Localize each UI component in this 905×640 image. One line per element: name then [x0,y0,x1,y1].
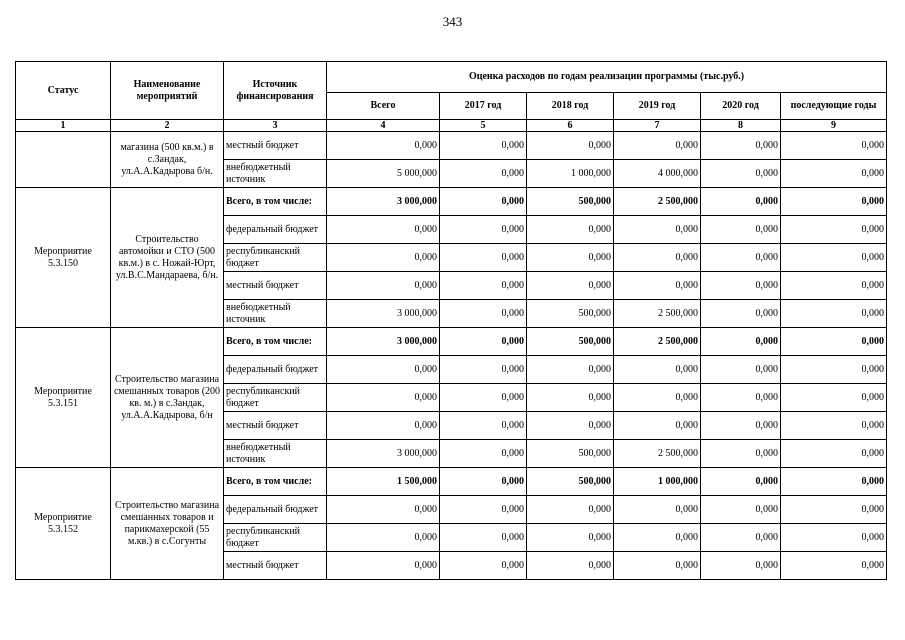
value-cell: 0,000 [440,496,527,524]
value-cell: 3 000,000 [327,300,440,328]
value-cell: 0,000 [614,216,701,244]
value-cell: 0,000 [781,468,887,496]
value-cell: 0,000 [781,300,887,328]
value-cell: 0,000 [701,552,781,580]
value-cell: 0,000 [614,356,701,384]
value-cell: 3 000,000 [327,188,440,216]
value-cell: 0,000 [701,300,781,328]
value-cell: 0,000 [614,552,701,580]
value-cell: 0,000 [440,160,527,188]
column-number: 3 [224,120,327,132]
table-row [16,132,887,160]
value-cell: 0,000 [527,552,614,580]
value-cell: 0,000 [781,552,887,580]
value-cell: 0,000 [701,132,781,160]
value-cell: 0,000 [527,384,614,412]
column-number: 7 [614,120,701,132]
value-cell: 0,000 [440,272,527,300]
value-cell: 0,000 [440,188,527,216]
value-cell: 0,000 [527,244,614,272]
header-year: 2017 год [440,93,527,120]
value-cell: 0,000 [781,160,887,188]
value-cell: 0,000 [527,412,614,440]
value-cell: 0,000 [440,216,527,244]
value-cell: 0,000 [440,356,527,384]
value-cell: 2 500,000 [614,328,701,356]
value-cell: 500,000 [527,328,614,356]
source-label: местный бюджет [224,272,327,300]
value-cell: 500,000 [527,440,614,468]
value-cell: 0,000 [440,440,527,468]
source-label: внебюджетный источник [224,160,327,188]
value-cell: 0,000 [614,496,701,524]
table-row [16,328,887,356]
event-status: Мероприятие 5.3.151 [16,328,111,468]
value-cell: 0,000 [527,496,614,524]
value-cell: 0,000 [701,412,781,440]
value-cell: 0,000 [327,356,440,384]
value-cell: 1 500,000 [327,468,440,496]
value-cell: 0,000 [440,300,527,328]
table-row [16,188,887,216]
value-cell: 0,000 [327,552,440,580]
value-cell: 0,000 [614,524,701,552]
value-cell: 0,000 [440,524,527,552]
value-cell: 0,000 [781,188,887,216]
source-label: местный бюджет [224,412,327,440]
source-label: внебюджетный источник [224,300,327,328]
value-cell: 3 000,000 [327,328,440,356]
value-cell: 0,000 [440,412,527,440]
event-name: Строительство автомойки и СТО (500 кв.м.) в с. Ножай-Юрт, ул.В.С.Мандараева, б/н. [111,188,224,328]
header-status: Статус [16,62,111,120]
value-cell: 0,000 [781,132,887,160]
source-label: местный бюджет [224,132,327,160]
value-cell: 0,000 [327,384,440,412]
source-label: республиканский бюджет [224,524,327,552]
event-status: Мероприятие 5.3.150 [16,188,111,328]
value-cell: 0,000 [781,244,887,272]
column-number: 5 [440,120,527,132]
value-cell: 0,000 [327,524,440,552]
value-cell: 0,000 [614,244,701,272]
column-number: 1 [16,120,111,132]
value-cell: 0,000 [781,272,887,300]
value-cell: 0,000 [701,496,781,524]
value-cell: 0,000 [701,524,781,552]
value-cell: 0,000 [781,412,887,440]
page-number: 343 [442,14,463,29]
value-cell: 0,000 [327,412,440,440]
source-label: федеральный бюджет [224,356,327,384]
header-source: Источник финансирования [224,62,327,120]
value-cell: 0,000 [701,468,781,496]
value-cell: 0,000 [781,440,887,468]
value-cell: 5 000,000 [327,160,440,188]
status-cell [16,132,111,188]
budget-table [15,61,887,580]
value-cell: 0,000 [327,272,440,300]
source-label: республиканский бюджет [224,244,327,272]
column-number: 8 [701,120,781,132]
header-year: Всего [327,93,440,120]
value-cell: 0,000 [614,132,701,160]
value-cell: 0,000 [440,244,527,272]
source-label: Всего, в том числе: [224,188,327,216]
source-label: Всего, в том числе: [224,328,327,356]
value-cell: 0,000 [327,244,440,272]
value-cell: 0,000 [614,272,701,300]
header-year: 2018 год [527,93,614,120]
source-label: федеральный бюджет [224,496,327,524]
event-status: Мероприятие 5.3.152 [16,468,111,580]
value-cell: 0,000 [781,216,887,244]
value-cell: 0,000 [527,356,614,384]
value-cell: 1 000,000 [614,468,701,496]
header-year: последующие годы [781,93,887,120]
event-name: Строительство магазина смешанных товаров (200 кв. м.) в с.Зандак, ул.А.А.Кадырова, б/н [111,328,224,468]
source-label: Всего, в том числе: [224,468,327,496]
value-cell: 1 000,000 [527,160,614,188]
value-cell: 0,000 [701,216,781,244]
value-cell: 0,000 [614,412,701,440]
value-cell: 0,000 [440,328,527,356]
value-cell: 0,000 [440,132,527,160]
value-cell: 0,000 [440,552,527,580]
column-number: 6 [527,120,614,132]
value-cell: 0,000 [701,272,781,300]
table-row [16,468,887,496]
value-cell: 0,000 [440,468,527,496]
value-cell: 0,000 [527,524,614,552]
value-cell: 500,000 [527,468,614,496]
source-label: республиканский бюджет [224,384,327,412]
value-cell: 0,000 [527,216,614,244]
value-cell: 0,000 [701,244,781,272]
value-cell: 2 500,000 [614,300,701,328]
value-cell: 3 000,000 [327,440,440,468]
value-cell: 4 000,000 [614,160,701,188]
value-cell: 500,000 [527,188,614,216]
header-estimate: Оценка расходов по годам реализации программы (тыс.руб.) [327,62,887,93]
event-name: магазина (500 кв.м.) в с.Зандак, ул.А.А.Кадырова б/н. [111,132,224,188]
header-year: 2019 год [614,93,701,120]
value-cell: 0,000 [781,496,887,524]
value-cell: 0,000 [781,328,887,356]
value-cell: 0,000 [701,188,781,216]
value-cell: 0,000 [781,384,887,412]
source-label: федеральный бюджет [224,216,327,244]
header-name: Наименование мероприятий [111,62,224,120]
value-cell: 2 500,000 [614,440,701,468]
column-number: 9 [781,120,887,132]
value-cell: 500,000 [527,300,614,328]
value-cell: 0,000 [327,496,440,524]
value-cell: 0,000 [701,440,781,468]
value-cell: 0,000 [327,132,440,160]
column-number: 4 [327,120,440,132]
source-label: местный бюджет [224,552,327,580]
event-name: Строительство магазина смешанных товаров и парикмахерской (55 м.кв.) в с.Согунты [111,468,224,580]
value-cell: 0,000 [440,384,527,412]
value-cell: 0,000 [701,160,781,188]
value-cell: 0,000 [614,384,701,412]
value-cell: 0,000 [781,524,887,552]
value-cell: 0,000 [527,272,614,300]
header-year: 2020 год [701,93,781,120]
value-cell: 0,000 [527,132,614,160]
column-number: 2 [111,120,224,132]
value-cell: 0,000 [701,384,781,412]
value-cell: 2 500,000 [614,188,701,216]
value-cell: 0,000 [327,216,440,244]
source-label: внебюджетный источник [224,440,327,468]
value-cell: 0,000 [701,328,781,356]
value-cell: 0,000 [781,356,887,384]
value-cell: 0,000 [701,356,781,384]
